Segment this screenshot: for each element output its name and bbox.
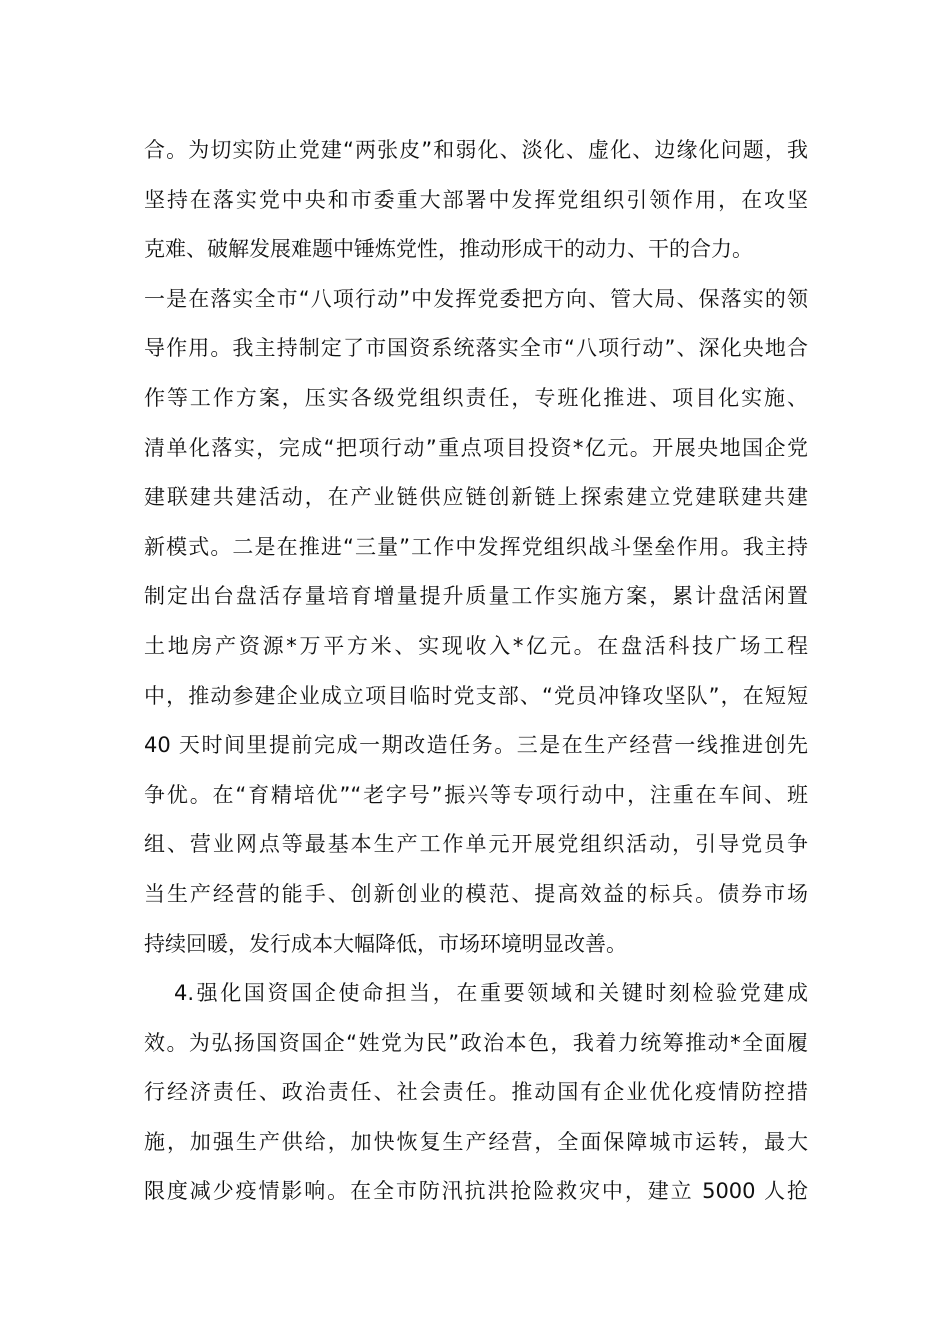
text-line: 组、营业网点等最基本生产工作单元开展党组织活动，引导党员争: [144, 832, 808, 857]
text-line: 施，加强生产供给，加快恢复生产经营，全面保障城市运转，最大: [144, 1129, 808, 1154]
text-line: 克难、破解发展难题中锤炼党性，推动形成干的动力、干的合力。: [144, 237, 753, 262]
text-line: 坚持在落实党中央和市委重大部署中发挥党组织引领作用，在攻坚: [144, 187, 808, 212]
paragraph-1: [144, 126, 808, 969]
text-line: 行经济责任、政治责任、社会责任。推动国有企业优化疫情防控措: [144, 1080, 808, 1105]
text-line: 限度减少疫情影响。在全市防汛抗洪抢险救灾中，建立 5000 人抢: [144, 1179, 808, 1204]
text-line: 效。为弘扬国资国企“姓党为民”政治本色，我着力统筹推动*全面履: [144, 1030, 808, 1055]
body-text: [144, 126, 808, 1217]
text-line: 争优。在“育精培优”“老字号”振兴等专项行动中，注重在车间、班: [144, 782, 808, 807]
text-line: 中，推动参建企业成立项目临时党支部、“党员冲锋攻坚队”，在短短: [144, 683, 808, 708]
text-line: 新模式。二是在推进“三量”工作中发挥党组织战斗堡垒作用。我主持: [144, 534, 808, 559]
paragraph-2: [144, 969, 808, 1217]
text-line: 导作用。我主持制定了市国资系统落实全市“八项行动”、深化央地合: [144, 336, 808, 361]
text-line: 作等工作方案，压实各级党组织责任，专班化推进、项目化实施、: [144, 385, 808, 410]
text-line: 当生产经营的能手、创新创业的模范、提高效益的标兵。债券市场: [144, 881, 808, 906]
text-line: 合。为切实防止党建“两张皮”和弱化、淡化、虚化、边缘化问题，我: [144, 138, 808, 162]
text-line: 制定出台盘活存量培育增量提升质量工作实施方案，累计盘活闲置: [144, 584, 808, 609]
text-line: 持续回暖，发行成本大幅降低，市场环境明显改善。: [144, 931, 627, 956]
text-line: 40 天时间里提前完成一期改造任务。三是在生产经营一线推进创先: [144, 733, 808, 758]
text-line: 4.强化国资国企使命担当，在重要领域和关键时刻检验党建成: [174, 981, 808, 1006]
text-line: 土地房产资源*万平方米、实现收入*亿元。在盘活科技广场工程: [144, 633, 808, 658]
text-line: 清单化落实，完成“把项行动”重点项目投资*亿元。开展央地国企党: [144, 435, 808, 460]
text-line: 建联建共建活动，在产业链供应链创新链上探索建立党建联建共建: [144, 485, 808, 510]
text-line: 一是在落实全市“八项行动”中发挥党委把方向、管大局、保落实的领: [144, 286, 808, 311]
